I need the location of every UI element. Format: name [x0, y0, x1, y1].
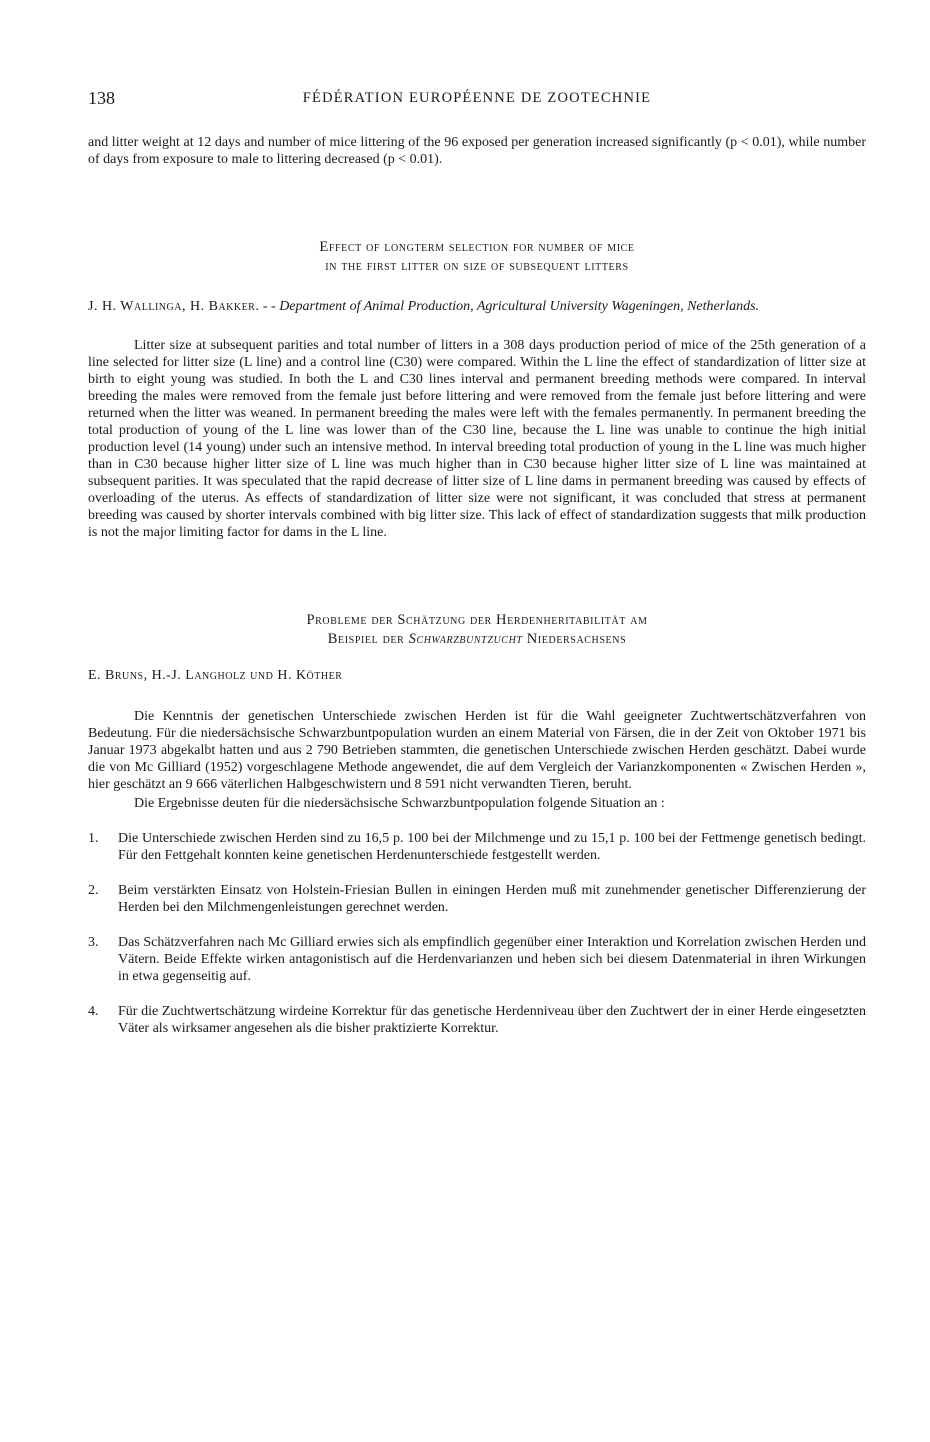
running-title: FÉDÉRATION EUROPÉENNE DE ZOOTECHNIE	[302, 90, 652, 106]
finding-text: Die Unterschiede zwischen Herden sind zu 16,5 p. 100 bei der Milchmenge und zu 15,1 p. 100 bei der Fettmenge genetisch bedingt. Für den Fettgehalt konnten keine genetischen Herdenunterschiede festgestellt werden.	[118, 831, 866, 863]
article2-authors: E. Bruns, H.-J. Langholz und H. Köther	[88, 668, 343, 683]
finding-number: 2.	[88, 883, 99, 898]
article1-authors: J. H. Wallinga, H. Bakker.	[88, 299, 260, 314]
article1-affiliation: Department of Animal Production, Agricultural University Wageningen, Netherlands.	[279, 299, 760, 314]
article2-title	[88, 611, 866, 649]
article1-title	[88, 238, 866, 276]
article1-title-line1: Effect of longterm selection for number of mice	[319, 239, 635, 255]
finding-text: Das Schätzverfahren nach Mc Gilliard erwies sich als empfindlich gegenüber einer Interaktion und Korrelation zwischen Herden und Vätern. Beide Effekte wirken antagonistisch auf die Herdenvarianzen und heben sich bei diesem Datenmaterial in ihren Wirkungen in etwa gegenseitig auf.	[118, 935, 866, 984]
article2-results-lead: Die Ergebnisse deuten für die niedersächsische Schwarzbuntpopulation folgende Situation an :	[134, 796, 665, 811]
article2-title-line2a: Beispiel der	[327, 631, 409, 647]
article2-byline	[88, 667, 866, 684]
finding-number: 3.	[88, 935, 99, 950]
finding-item	[88, 934, 866, 985]
article2-title-line2c: Niedersachsens	[522, 631, 627, 647]
article1-abstract: Litter size at subsequent parities and total number of litters in a 308 days production period of mice of the 25th generation of a line selected for litter size (L line) and a control line (C30) were compared. Within the L line the effect of standardization of litter size at birth to eight young was studied. In both the L and C30 lines interval and permanent breeding methods were compared. In interval breeding the males were removed from the female just before littering and were removed from the female just before littering and were returned when the litter was weaned. In permanent breeding the males were left with the females permanently. In permanent breeding the total production of young of the L line was lower than of the C30 line, because the L line was unable to continue the high initial production level (14 young) under such an intensive method. In interval breeding total production of young in the L line was much higher than in C30 because higher litter size of L line was much higher than in C30 because higher litter size of L line was maintained at subsequent parities. It was speculated that the rapid decrease of litter size of L line dams in permanent breeding was caused by effects of overloading of the uterus. As effects of standardization of litter size were not significant, it was concluded that stress at permanent breeding was caused by shorter intervals combined with big litter size. This lack of effect of standardization suggests that milk production is not the major limiting factor for dams in the L line.	[88, 338, 866, 540]
article1-title-line2: in the first litter on size of subsequent litters	[325, 258, 629, 274]
finding-number: 1.	[88, 831, 99, 846]
finding-item	[88, 1003, 866, 1037]
article2-abstract: Die Kenntnis der genetischen Unterschiede zwischen Herden ist für die Wahl geeigneter Zuchtwertschätzverfahren von Bedeutung. Für die niedersächsische Schwarzbuntpopulation wurden an einem Material von Färsen, die in der Zeit von Oktober 1971 bis Januar 1973 abgekalbt hatten und aus 2 790 Betrieben stammten, die genetischen Unterschiede zwischen Herden geschätzt. Dabei wurde die von Mc Gilliard (1952) vorgeschlagene Methode angewendet, die auf dem Vergleich der Varianzkomponenten « Zwischen Herden », hier geschätzt an 9 666 väterlichen Halbgeschwistern und 8 591 nicht verwandten Tieren, beruht.	[88, 709, 866, 792]
article2-findings-list	[88, 830, 866, 1037]
finding-number: 4.	[88, 1004, 99, 1019]
page-header	[88, 88, 866, 110]
finding-item	[88, 882, 866, 916]
article1-byline: J. H. Wallinga, H. Bakker. - - Department of Animal Production, Agricultural University Wageningen, Netherlands.	[88, 299, 760, 314]
finding-item	[88, 830, 866, 864]
article2-title-line2b: Schwarzbuntzucht	[408, 631, 523, 647]
finding-text: Für die Zuchtwertschätzung wirdeine Korrektur für das genetische Herdenniveau über den Zuchtwert der in einer Herde eingesetzten Väter als wirksamer angesehen als die bisher praktizierte Korrektur.	[118, 1004, 866, 1036]
continued-paragraph: and litter weight at 12 days and number of mice littering of the 96 exposed per generation increased significantly (p < 0.01), while number of days from exposure to male to littering decreased (p < 0.01).	[88, 135, 866, 167]
article2-title-line2	[88, 630, 866, 649]
article2-title-line1: Probleme der Schätzung der Herdenheritabilität am	[306, 612, 648, 628]
page-number: 138	[88, 88, 115, 108]
finding-text: Beim verstärkten Einsatz von Holstein-Friesian Bullen in einingen Herden muß mit zunehmender genetischer Differenzierung der Herden bei den Milchmengenleistungen gerechnet werden.	[118, 883, 866, 915]
